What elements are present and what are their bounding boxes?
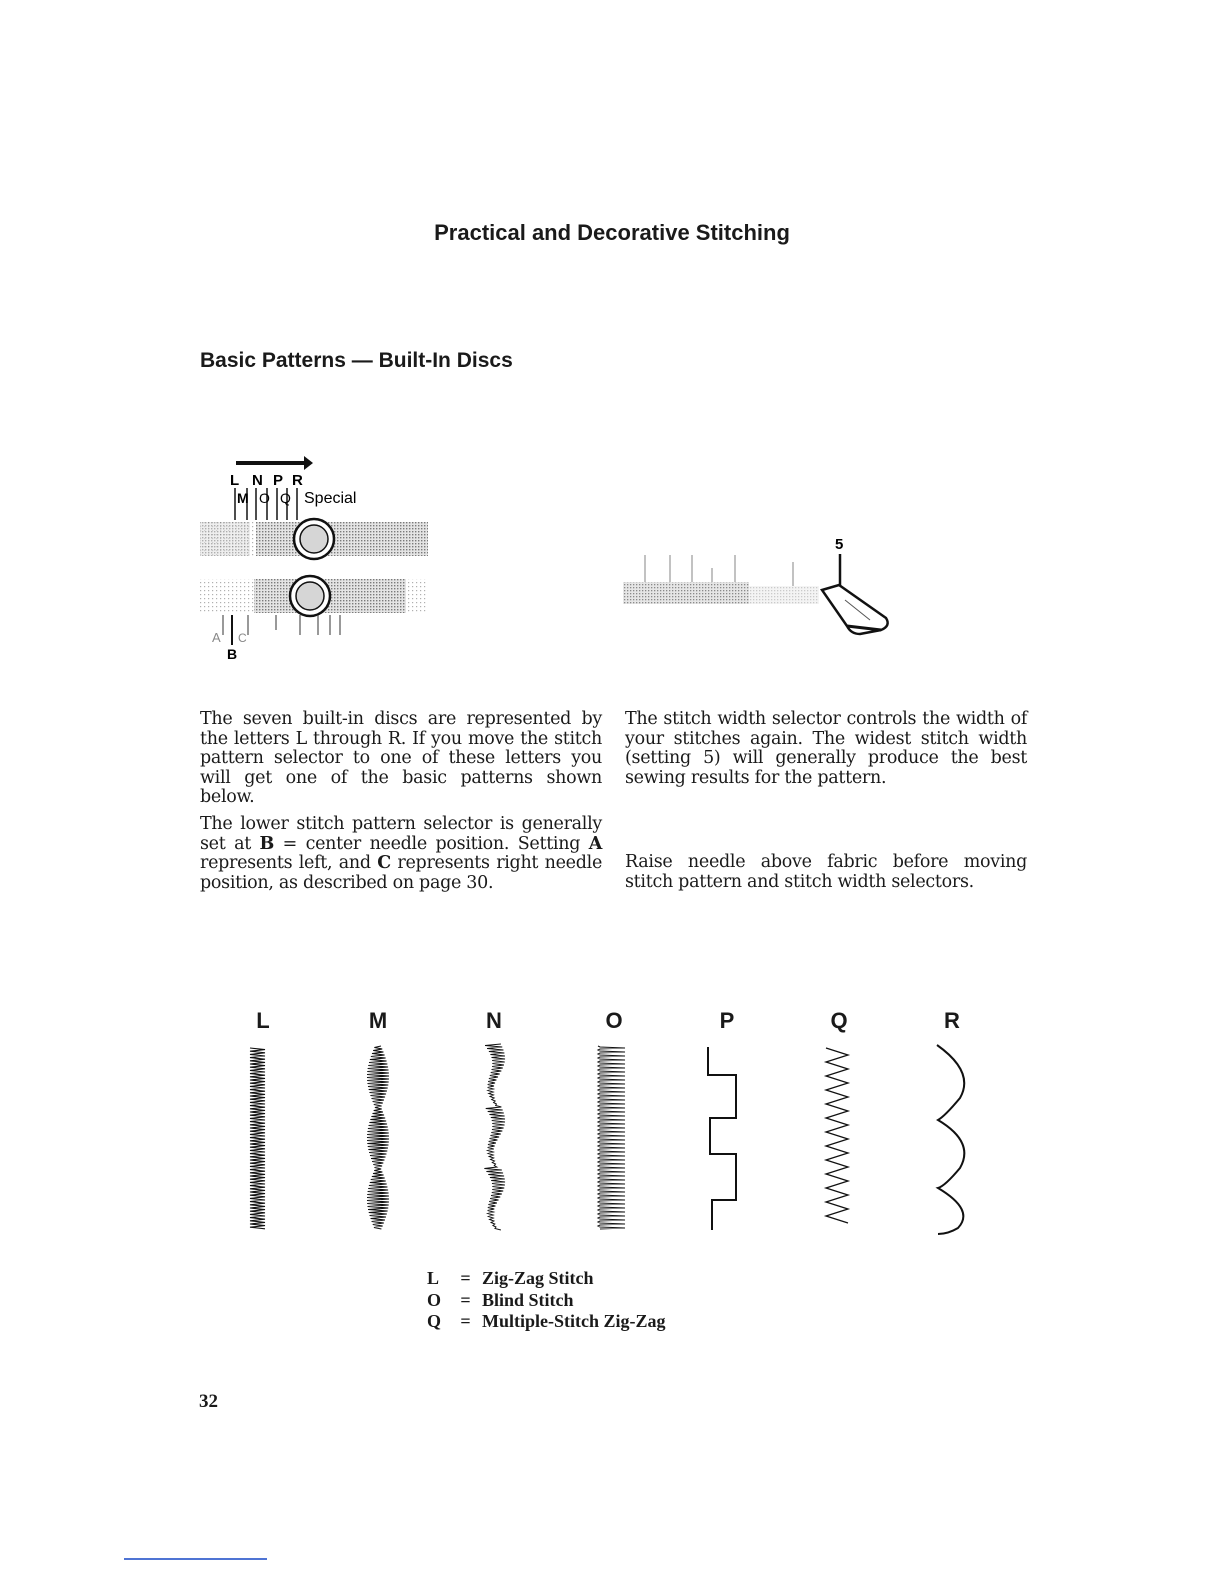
page-title: Practical and Decorative Stitching xyxy=(434,220,790,245)
pattern-drawing-q xyxy=(826,1048,848,1223)
pattern-drawing-o xyxy=(598,1046,625,1229)
selector-letter-m: M xyxy=(237,490,249,506)
selector-letter-c: C xyxy=(238,631,247,645)
legend-row: L = Zig-Zag Stitch xyxy=(427,1268,594,1288)
selector-letter-o: O xyxy=(259,490,270,506)
pattern-label-o: O xyxy=(605,1008,623,1033)
pattern-drawing-n xyxy=(484,1044,505,1230)
left-paragraph-1: The seven built-in discs are represented by the letters L through R. If you move the stitch pattern selector to one of these letters you will get one of the basic patterns shown below. xyxy=(200,709,602,808)
pattern-label-p: P xyxy=(719,1008,735,1033)
pattern-label-q: Q xyxy=(830,1008,848,1033)
selector-letter-r: R xyxy=(292,472,303,489)
pattern-label-r: R xyxy=(944,1008,960,1033)
selector-letter-b: B xyxy=(227,646,238,662)
selector-letter-a: A xyxy=(212,630,221,645)
legend-row: Q = Multiple-Stitch Zig-Zag xyxy=(427,1311,666,1331)
page-number: 32 xyxy=(199,1391,218,1412)
pattern-label-m: M xyxy=(368,1008,388,1033)
stitch-width-selector-illustration xyxy=(615,530,905,645)
section-heading: Basic Patterns — Built-In Discs xyxy=(200,349,513,372)
direction-arrow-head xyxy=(304,456,313,470)
pattern-drawing-m xyxy=(367,1046,389,1229)
pattern-label-n: N xyxy=(486,1008,502,1033)
selector-letter-q: Q xyxy=(280,490,291,506)
bottom-rule xyxy=(124,1558,267,1560)
selector-letter-p: P xyxy=(273,472,284,489)
pattern-drawing-r xyxy=(937,1045,964,1234)
pattern-drawing-l xyxy=(250,1048,265,1229)
stitch-legend xyxy=(427,1268,666,1333)
special-label: Special xyxy=(304,490,357,507)
pattern-drawing-p xyxy=(708,1047,736,1230)
pattern-selector-illustration xyxy=(196,450,436,665)
direction-arrow-shaft xyxy=(236,461,306,465)
left-paragraph-2: The lower stitch pattern selector is generally set at B = center needle position. Setting A represents left, and C represents right needle position, as described on page 30. xyxy=(200,814,602,893)
stitch-patterns xyxy=(0,1030,1224,1240)
right-paragraph-1: The stitch width selector controls the width of your stitches again. The widest stitch width (setting 5) will generally produce the best sewing results for the pattern. xyxy=(625,709,1027,788)
selector-letter-n: N xyxy=(252,472,263,489)
selector-letter-l: L xyxy=(230,472,240,489)
right-paragraph-2: Raise needle above fabric before moving stitch pattern and stitch width selectors. xyxy=(625,852,1027,892)
legend-row: O = Blind Stitch xyxy=(427,1289,574,1310)
pattern-label-l: L xyxy=(256,1008,270,1033)
width-setting-label: 5 xyxy=(835,536,844,553)
